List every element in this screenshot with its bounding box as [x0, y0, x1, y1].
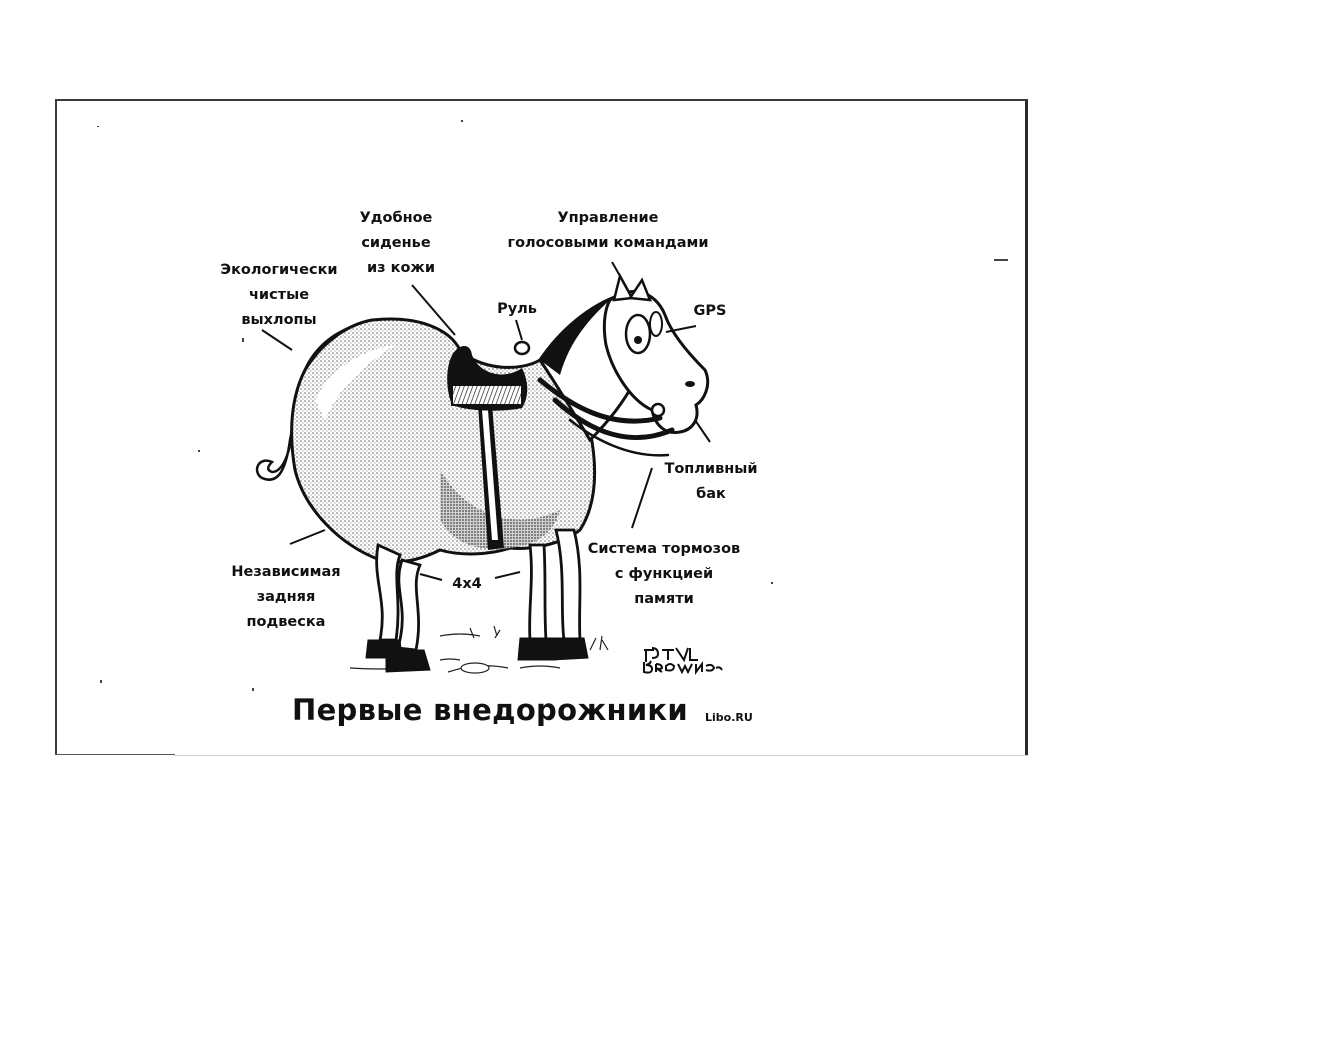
label-line: Управление: [557, 210, 659, 226]
label-line: Независимая: [231, 564, 341, 580]
artist-signature: [640, 644, 724, 676]
label-line: Экологически: [220, 262, 338, 278]
tail: [257, 430, 292, 480]
label-line: голосовыми командами: [507, 235, 709, 251]
label-gps: [690, 299, 730, 324]
label-line: Система тормозов: [587, 541, 741, 557]
label-fuel-tank: [656, 457, 766, 507]
label-line: задняя: [256, 589, 316, 605]
saddle: [447, 342, 529, 411]
label-line: сиденье: [361, 235, 431, 251]
label-line: GPS: [693, 303, 727, 319]
label-line: 4x4: [452, 576, 482, 592]
label-voice-control: [498, 206, 718, 256]
label-line: с функцией: [614, 566, 714, 582]
label-line: из кожи: [366, 260, 436, 276]
label-line: Топливный: [664, 461, 758, 477]
label-line: памяти: [634, 591, 694, 607]
label-line: выхлопы: [241, 312, 317, 328]
label-line: Руль: [497, 301, 537, 317]
label-eco-exhaust: [214, 258, 344, 333]
label-line: чистые: [248, 287, 310, 303]
label-brake-system: [582, 537, 746, 612]
label-line: подвеска: [246, 614, 326, 630]
label-leather-seat: [346, 206, 446, 281]
label-line: бак: [696, 486, 726, 502]
label-steering: [492, 297, 542, 322]
cartoon-caption: Первые внедорожники: [292, 693, 689, 727]
label-rear-suspension: [222, 560, 350, 635]
label-line: Удобное: [359, 210, 433, 226]
label-4x4: [446, 572, 488, 597]
source-site: Libo.RU: [705, 711, 753, 724]
